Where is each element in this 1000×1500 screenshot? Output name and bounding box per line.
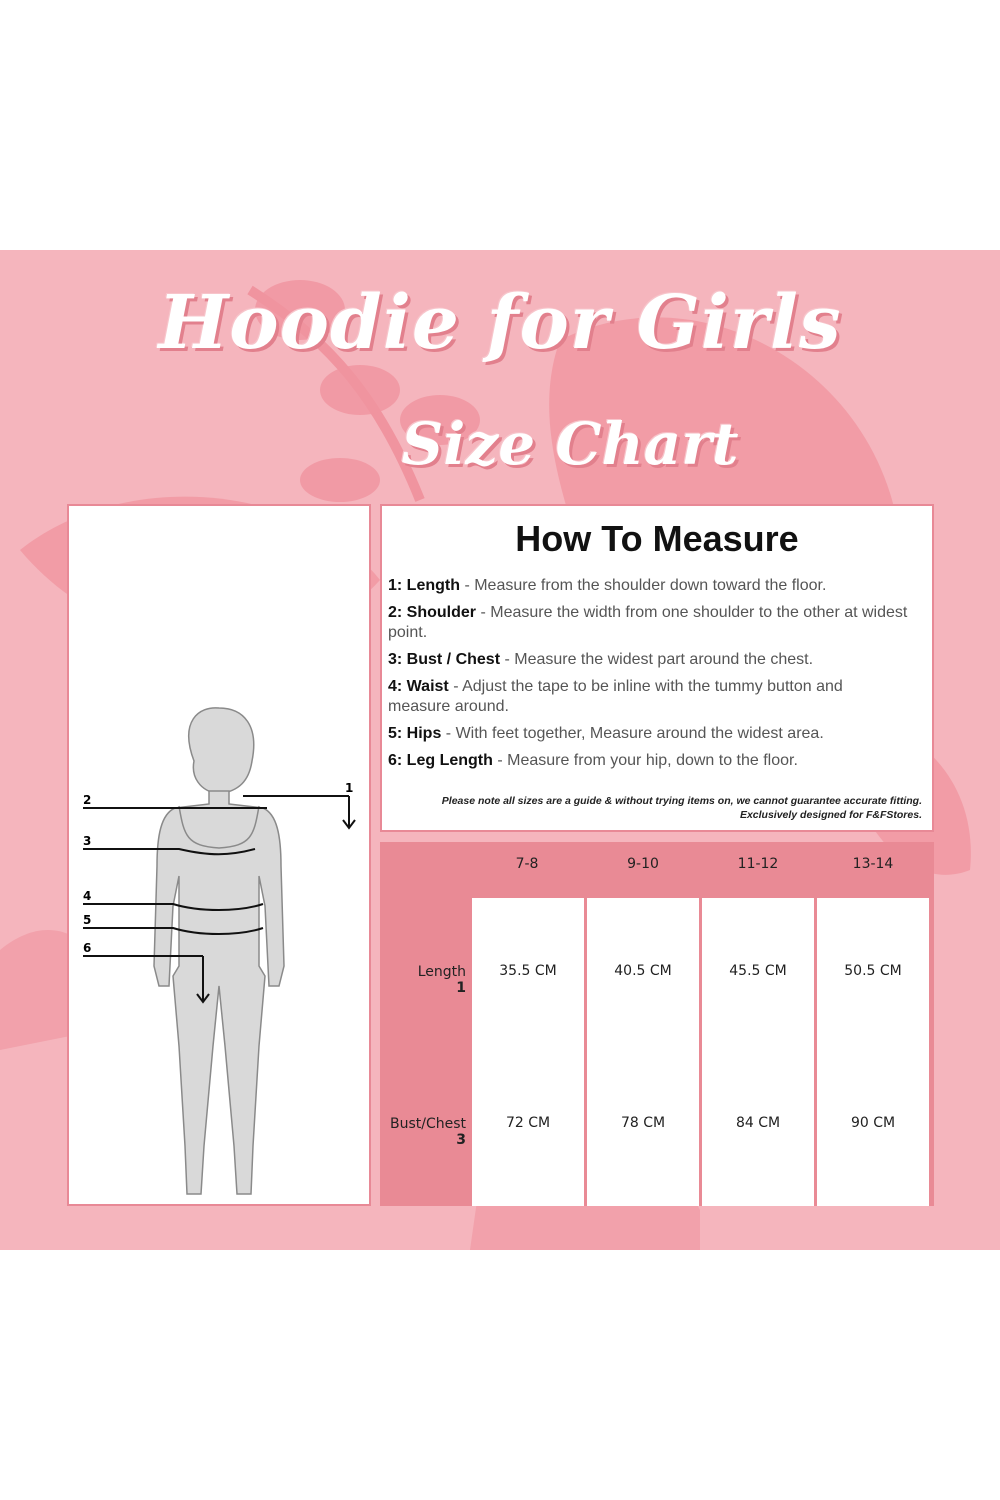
fitting-note: Please note all sizes are a guide & without trying items on, we cannot guarantee accurate fitting. Exclusively designed for F&FStores. bbox=[441, 795, 922, 821]
row-label-length: Length 1 bbox=[417, 964, 466, 996]
page-subtitle: Size Chart bbox=[401, 410, 739, 478]
size-chart-panel bbox=[0, 250, 1000, 1250]
table-column bbox=[587, 898, 699, 1206]
table-cell: 45.5 CM bbox=[729, 963, 787, 979]
size-header-9-10: 9-10 bbox=[627, 856, 659, 872]
marker-2-label: 2 bbox=[83, 793, 92, 807]
table-column bbox=[702, 898, 814, 1206]
table-cell: 72 CM bbox=[505, 1115, 551, 1131]
step-waist: 4: Waist - Adjust the tape to be inline with the tummy button and measure around. bbox=[388, 678, 843, 715]
page-title: Hoodie for Girls bbox=[158, 280, 842, 366]
how-to-measure-box bbox=[380, 504, 934, 832]
table-cell: 90 CM bbox=[850, 1115, 896, 1131]
step-hips: 5: Hips - With feet together, Measure around the widest area. bbox=[388, 725, 824, 742]
size-header-11-12: 11-12 bbox=[737, 856, 779, 872]
table-cell: 35.5 CM bbox=[499, 963, 557, 979]
table-cell: 40.5 CM bbox=[614, 963, 672, 979]
measurement-figure-box bbox=[67, 504, 371, 1206]
table-cell: 78 CM bbox=[620, 1115, 666, 1131]
body-silhouette bbox=[69, 506, 369, 1204]
step-leg-length: 6: Leg Length - Measure from your hip, down to the floor. bbox=[388, 752, 798, 769]
marker-1-label: 1 bbox=[345, 781, 354, 795]
table-column bbox=[817, 898, 929, 1206]
step-length: 1: Length - Measure from the shoulder down toward the floor. bbox=[388, 577, 827, 594]
steps-list bbox=[388, 576, 908, 778]
step-bust-chest: 3: Bust / Chest - Measure the widest part around the chest. bbox=[388, 651, 814, 668]
table-column bbox=[472, 898, 584, 1206]
marker-4-label: 4 bbox=[83, 889, 92, 903]
how-to-heading: How To Measure bbox=[515, 518, 799, 559]
size-header-7-8: 7-8 bbox=[515, 856, 539, 872]
table-cell: 84 CM bbox=[735, 1115, 781, 1131]
row-label-bust-chest: Bust/Chest 3 bbox=[389, 1116, 466, 1148]
marker-6-label: 6 bbox=[83, 941, 92, 955]
step-shoulder: 2: Shoulder - Measure the width from one shoulder to the other at widest point. bbox=[388, 604, 908, 641]
table-cell: 50.5 CM bbox=[844, 963, 902, 979]
marker-5-label: 5 bbox=[83, 913, 92, 927]
marker-3-label: 3 bbox=[83, 834, 92, 848]
size-header-13-14: 13-14 bbox=[852, 856, 894, 872]
size-table bbox=[380, 842, 934, 1206]
